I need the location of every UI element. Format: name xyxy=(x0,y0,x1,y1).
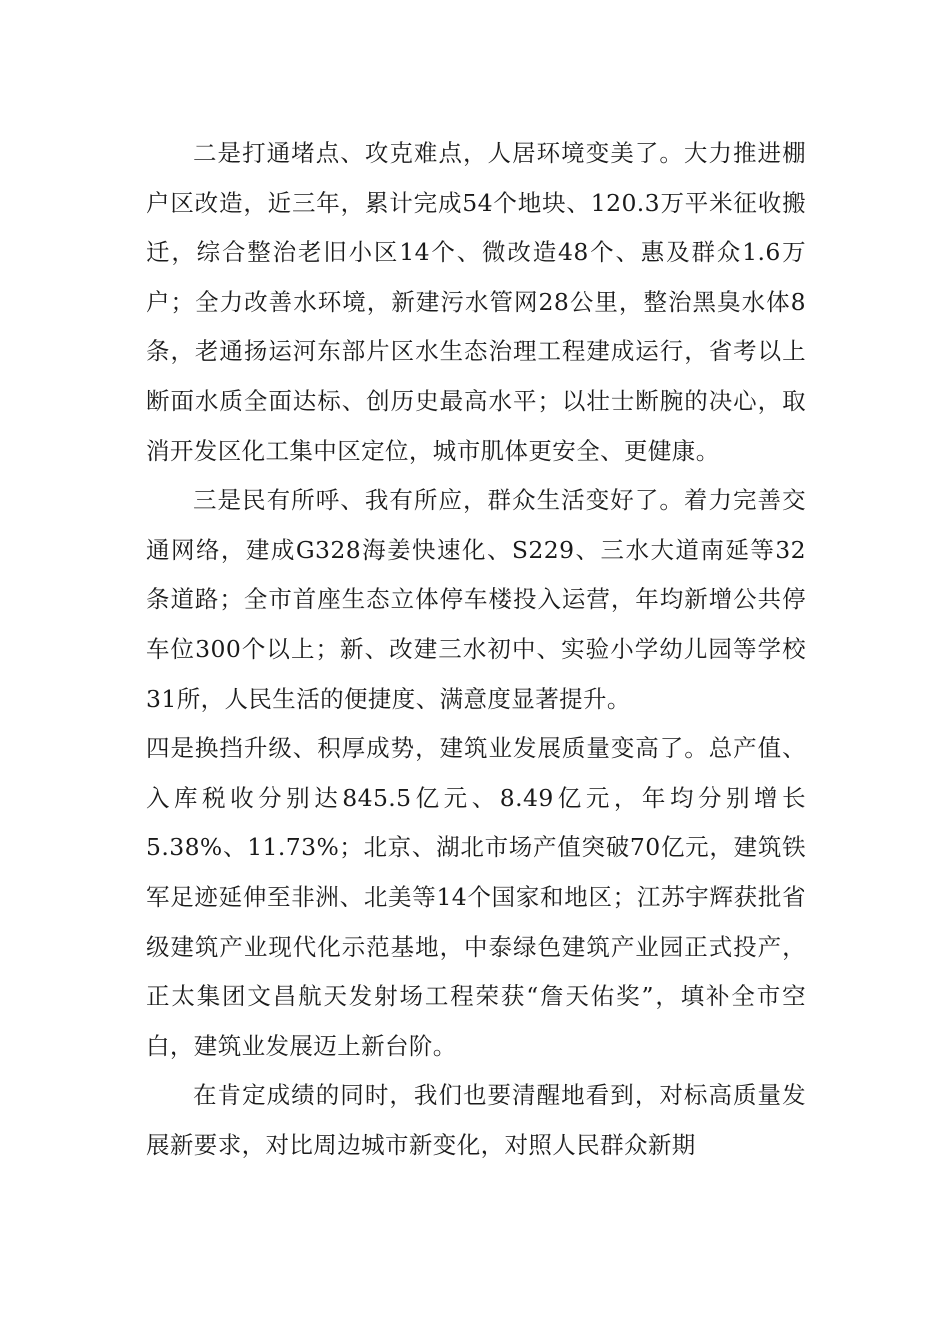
paragraph-living-environment: 二是打通堵点、攻克难点，人居环境变美了。大力推进棚户区改造，近三年，累计完成54个地块、120.3万平米征收搬迁，综合整治老旧小区14个、微改造48个、惠及群众1.6万户；全力改善水环境，新建污水管网28公里，整治黑臭水体8条，老通扬运河东部片区水生态治理工程建成运行，省考以上断面水质全面达标、创历史最高水平；以壮士断腕的决心，取消开发区化工集中区定位，城市肌体更安全、更健康。 xyxy=(146,139,806,465)
paragraph-construction-industry: 四是换挡升级、积厚成势，建筑业发展质量变高了。总产值、入库税收分别达845.5亿元、8.49亿元，年均分别增长5.38%、11.73%；北京、湖北市场产值突破70亿元，建筑铁军足迹延伸至非洲、北美等14个国家和地区；江苏宇辉获批省级建筑产业现代化示范基地，中泰绿色建筑产业园正式投产，正太集团文昌航天发射场工程荣获“詹天佑奖”，填补全市空白，建筑业发展迈上新台阶。 xyxy=(146,734,806,1060)
paragraph-shortcomings: 在肯定成绩的同时，我们也要清醒地看到，对标高质量发展新要求，对比周边城市新变化，对照人民群众新期 xyxy=(146,1081,806,1159)
paragraph-public-livelihood: 三是民有所呼、我有所应，群众生活变好了。着力完善交通网络，建成G328海姜快速化、S229、三水大道南延等32条道路；全市首座生态立体停车楼投入运营，年均新增公共停车位300个以上；新、改建三水初中、实验小学幼儿园等学校31所，人民生活的便捷度、满意度显著提升。 xyxy=(146,486,806,713)
document-body xyxy=(146,129,806,1170)
